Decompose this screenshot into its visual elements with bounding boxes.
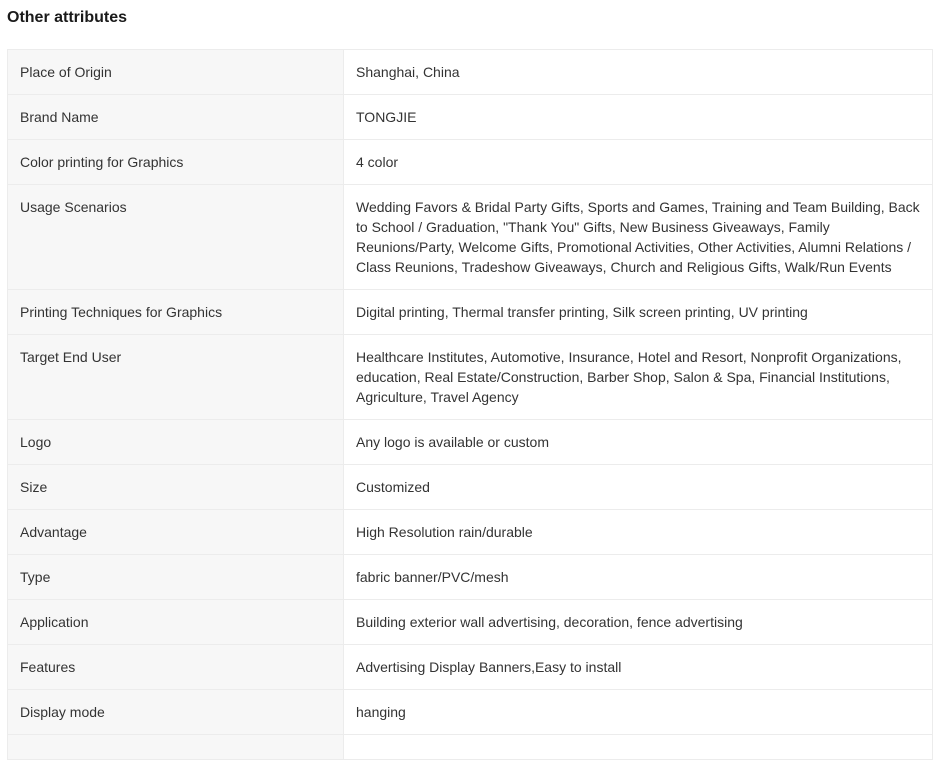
attribute-key: Printing Techniques for Graphics bbox=[8, 290, 344, 335]
attribute-key: Color printing for Graphics bbox=[8, 140, 344, 185]
attribute-value bbox=[344, 735, 933, 760]
attribute-value: High Resolution rain/durable bbox=[344, 510, 933, 555]
attribute-key: Advantage bbox=[8, 510, 344, 555]
table-row bbox=[8, 420, 933, 465]
attribute-value: TONGJIE bbox=[344, 95, 933, 140]
attribute-value: Healthcare Institutes, Automotive, Insurance, Hotel and Resort, Nonprofit Organizations, education, Real Estate/Construction, Barber Shop, Salon & Spa, Financial Institutions, Agriculture, Travel Agency bbox=[344, 335, 933, 420]
attribute-key bbox=[8, 735, 344, 760]
table-row bbox=[8, 555, 933, 600]
attribute-value: fabric banner/PVC/mesh bbox=[344, 555, 933, 600]
attribute-key: Features bbox=[8, 645, 344, 690]
table-row bbox=[8, 690, 933, 735]
attribute-key: Type bbox=[8, 555, 344, 600]
attribute-value: Customized bbox=[344, 465, 933, 510]
table-row bbox=[8, 95, 933, 140]
attribute-key: Display mode bbox=[8, 690, 344, 735]
table-row bbox=[8, 735, 933, 760]
attribute-value: Shanghai, China bbox=[344, 50, 933, 95]
table-row bbox=[8, 645, 933, 690]
table-row bbox=[8, 185, 933, 290]
table-row bbox=[8, 465, 933, 510]
table-row bbox=[8, 50, 933, 95]
table-row bbox=[8, 600, 933, 645]
section-title: Other attributes bbox=[7, 9, 128, 26]
attribute-key: Application bbox=[8, 600, 344, 645]
attribute-key: Size bbox=[8, 465, 344, 510]
attribute-value: Advertising Display Banners,Easy to install bbox=[344, 645, 933, 690]
table-row bbox=[8, 510, 933, 555]
attribute-value: hanging bbox=[344, 690, 933, 735]
attribute-value: Building exterior wall advertising, decoration, fence advertising bbox=[344, 600, 933, 645]
attribute-value: Any logo is available or custom bbox=[344, 420, 933, 465]
attribute-key: Brand Name bbox=[8, 95, 344, 140]
table-row bbox=[8, 290, 933, 335]
attribute-key: Logo bbox=[8, 420, 344, 465]
attribute-value: Digital printing, Thermal transfer printing, Silk screen printing, UV printing bbox=[344, 290, 933, 335]
attribute-value: 4 color bbox=[344, 140, 933, 185]
table-row bbox=[8, 140, 933, 185]
attribute-value: Wedding Favors & Bridal Party Gifts, Sports and Games, Training and Team Building, Back to School / Graduation, "Thank You" Gifts, New Business Giveaways, Family Reunions/Party, Welcome Gifts, Promotional Activities, Other Activities, Alumni Relations / Class Reunions, Tradeshow Giveaways, Church and Religious Gifts, Walk/Run Events bbox=[344, 185, 933, 290]
attribute-key: Usage Scenarios bbox=[8, 185, 344, 290]
attribute-key: Target End User bbox=[8, 335, 344, 420]
table-row bbox=[8, 335, 933, 420]
attribute-key: Place of Origin bbox=[8, 50, 344, 95]
attributes-table bbox=[7, 49, 933, 760]
